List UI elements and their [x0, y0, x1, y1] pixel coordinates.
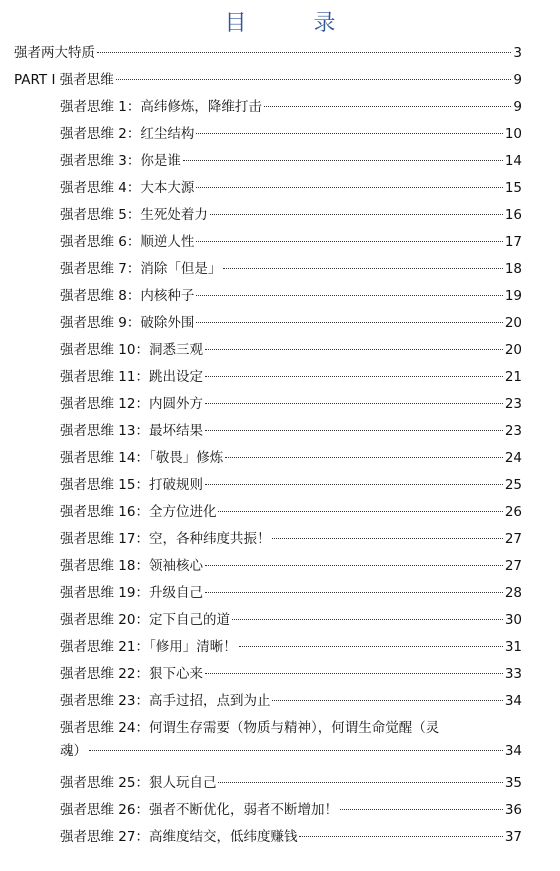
toc-entry-text: 强者思维 18：领袖核心: [60, 558, 203, 574]
toc-leader-dots: [205, 376, 503, 377]
toc-entry-text: 强者思维 7：消除「但是」: [60, 261, 222, 277]
toc-leader-dots: [196, 187, 502, 188]
toc-leader-dots: [183, 160, 503, 161]
toc-entry-text: 强者思维 15：打破规则: [60, 477, 203, 493]
toc-page-number: 37: [504, 829, 522, 845]
toc-entry[interactable]: [0, 824, 560, 851]
toc-page-number: 34: [504, 743, 522, 759]
toc-leader-dots: [232, 619, 503, 620]
toc-leader-dots: [205, 484, 503, 485]
toc-title: 目 录: [224, 11, 366, 36]
toc-leader-dots: [97, 52, 511, 53]
toc-entry-text: 强者思维 2：红尘结构: [60, 126, 195, 142]
toc-entry[interactable]: [0, 661, 560, 688]
toc-entry-text: 强者思维 10：洞悉三观: [60, 342, 203, 358]
toc-entry-text: 强者思维 5：生死处着力: [60, 207, 208, 223]
toc-entry[interactable]: [0, 580, 560, 607]
toc-page-number: 24: [504, 450, 522, 466]
toc-entry[interactable]: [0, 391, 560, 418]
toc-entry-text: 强者思维 23：高手过招，点到为止: [60, 693, 271, 709]
toc-leader-dots: [223, 268, 502, 269]
toc-page-number: 25: [504, 477, 522, 493]
toc-leader-dots: [205, 430, 503, 431]
toc-entry-text: 强者思维 4：大本大源: [60, 180, 195, 196]
toc-page-number: 27: [504, 531, 522, 547]
toc-entry-text-continuation: 魂）: [60, 743, 87, 759]
toc-entry-text: 强者思维 12：内圆外方: [60, 396, 203, 412]
toc-entry-text: 强者思维 27：高维度结交，低纬度赚钱: [60, 829, 298, 845]
toc-page-number: 31: [504, 639, 522, 655]
toc-entry-text: 强者思维 8：内核种子: [60, 288, 195, 304]
toc-page-number: 26: [504, 504, 522, 520]
toc-entry[interactable]: [0, 202, 560, 229]
toc-leader-dots: [239, 646, 503, 647]
toc-entry-text: 强者思维 21：「修用」清晰！: [60, 639, 237, 655]
toc-entry-text: 强者思维 26：强者不断优化，弱者不断增加！: [60, 802, 338, 818]
toc-page-number: 20: [504, 342, 522, 358]
toc-leader-dots: [196, 133, 502, 134]
toc-leader-dots: [205, 565, 503, 566]
toc-entry[interactable]: [0, 148, 560, 175]
toc-leader-dots: [205, 403, 503, 404]
toc-leader-dots: [299, 836, 502, 837]
toc-entry-text: 强者思维 13：最坏结果: [60, 423, 203, 439]
toc-entry[interactable]: [0, 553, 560, 580]
toc-leader-dots: [116, 79, 512, 80]
toc-entry[interactable]: [0, 121, 560, 148]
toc-entry[interactable]: [0, 67, 560, 94]
toc-page-number: 3: [513, 45, 522, 61]
toc-page-number: 30: [504, 612, 522, 628]
toc-entry-text: 强者思维 25：狠人玩自己: [60, 775, 217, 791]
toc-page-number: 28: [504, 585, 522, 601]
toc-entry[interactable]: [0, 337, 560, 364]
toc-page-number: 21: [504, 369, 522, 385]
toc-entry[interactable]: [0, 770, 560, 797]
toc-entry-text: 强者思维 20：定下自己的道: [60, 612, 230, 628]
toc-entry[interactable]: [0, 607, 560, 634]
toc-leader-dots: [205, 349, 503, 350]
toc-entry[interactable]: [0, 526, 560, 553]
toc-entry-text: 强者思维 24：何谓生存需要（物质与精神），何谓生命觉醒（灵: [60, 720, 440, 736]
toc-entry[interactable]: [0, 229, 560, 256]
toc-entry-text: PART I 强者思维: [14, 72, 114, 88]
toc-page-number: 18: [504, 261, 522, 277]
toc-leader-dots: [196, 241, 502, 242]
toc-entry-text: 强者思维 16：全方位进化: [60, 504, 217, 520]
toc-entry-text: 强者思维 19：升级自己: [60, 585, 203, 601]
toc-leader-dots: [205, 673, 503, 674]
toc-page-number: 10: [504, 126, 522, 142]
toc-leader-dots: [196, 322, 502, 323]
toc-page-number: 23: [504, 423, 522, 439]
toc-page-number: 9: [513, 99, 522, 115]
toc-entry-text: 强者思维 11：跳出设定: [60, 369, 203, 385]
toc-leader-dots: [272, 700, 502, 701]
toc-page-number: 27: [504, 558, 522, 574]
toc-page-number: 15: [504, 180, 522, 196]
toc-entry[interactable]: [0, 310, 560, 337]
toc-entry[interactable]: [0, 175, 560, 202]
toc-entry[interactable]: [0, 283, 560, 310]
toc-entry[interactable]: [0, 499, 560, 526]
toc-entry-text: 强者两大特质: [14, 45, 95, 61]
toc-entry[interactable]: [0, 797, 560, 824]
toc-leader-dots: [210, 214, 503, 215]
toc-entry-text: 强者思维 14：「敬畏」修炼: [60, 450, 224, 466]
toc-leader-dots: [218, 511, 502, 512]
toc-entry[interactable]: [0, 634, 560, 661]
toc-entry[interactable]: [0, 445, 560, 472]
toc-entry[interactable]: [0, 715, 560, 763]
toc-page-number: 19: [504, 288, 522, 304]
toc-leader-dots: [196, 295, 502, 296]
toc-entry[interactable]: [0, 256, 560, 283]
toc-entry-text: 强者思维 3：你是谁: [60, 153, 181, 169]
toc-page-number: 23: [504, 396, 522, 412]
toc-entry[interactable]: [0, 418, 560, 445]
toc-leader-dots: [272, 538, 502, 539]
toc-entry-text: 强者思维 1：高纬修炼，降维打击: [60, 99, 262, 115]
toc-leader-dots: [205, 592, 503, 593]
toc-entry-text: 强者思维 6：顺逆人性: [60, 234, 195, 250]
toc-entry[interactable]: [0, 364, 560, 391]
toc-entry[interactable]: [0, 94, 560, 121]
toc-leader-dots: [264, 106, 512, 107]
toc-entry[interactable]: [0, 40, 560, 67]
toc-page-number: 9: [513, 72, 522, 88]
toc-leader-dots: [225, 457, 503, 458]
toc-leader-dots: [340, 809, 503, 810]
toc-page-number: 34: [504, 693, 522, 709]
toc-entry[interactable]: [0, 688, 560, 715]
toc-page-number: 16: [504, 207, 522, 223]
toc-entry-text: 强者思维 22：狠下心来: [60, 666, 203, 682]
toc-page-number: 36: [504, 802, 522, 818]
toc-page-number: 17: [504, 234, 522, 250]
toc-page-number: 33: [504, 666, 522, 682]
toc-leader-dots: [218, 782, 502, 783]
toc-entry-text: 强者思维 17：空，各种纬度共振！: [60, 531, 271, 547]
toc-entry-text: 强者思维 9：破除外围: [60, 315, 195, 331]
toc-page-number: 20: [504, 315, 522, 331]
toc-leader-dots: [89, 750, 503, 751]
toc-page-number: 35: [504, 775, 522, 791]
toc-entry[interactable]: [0, 472, 560, 499]
toc-page-number: 14: [504, 153, 522, 169]
